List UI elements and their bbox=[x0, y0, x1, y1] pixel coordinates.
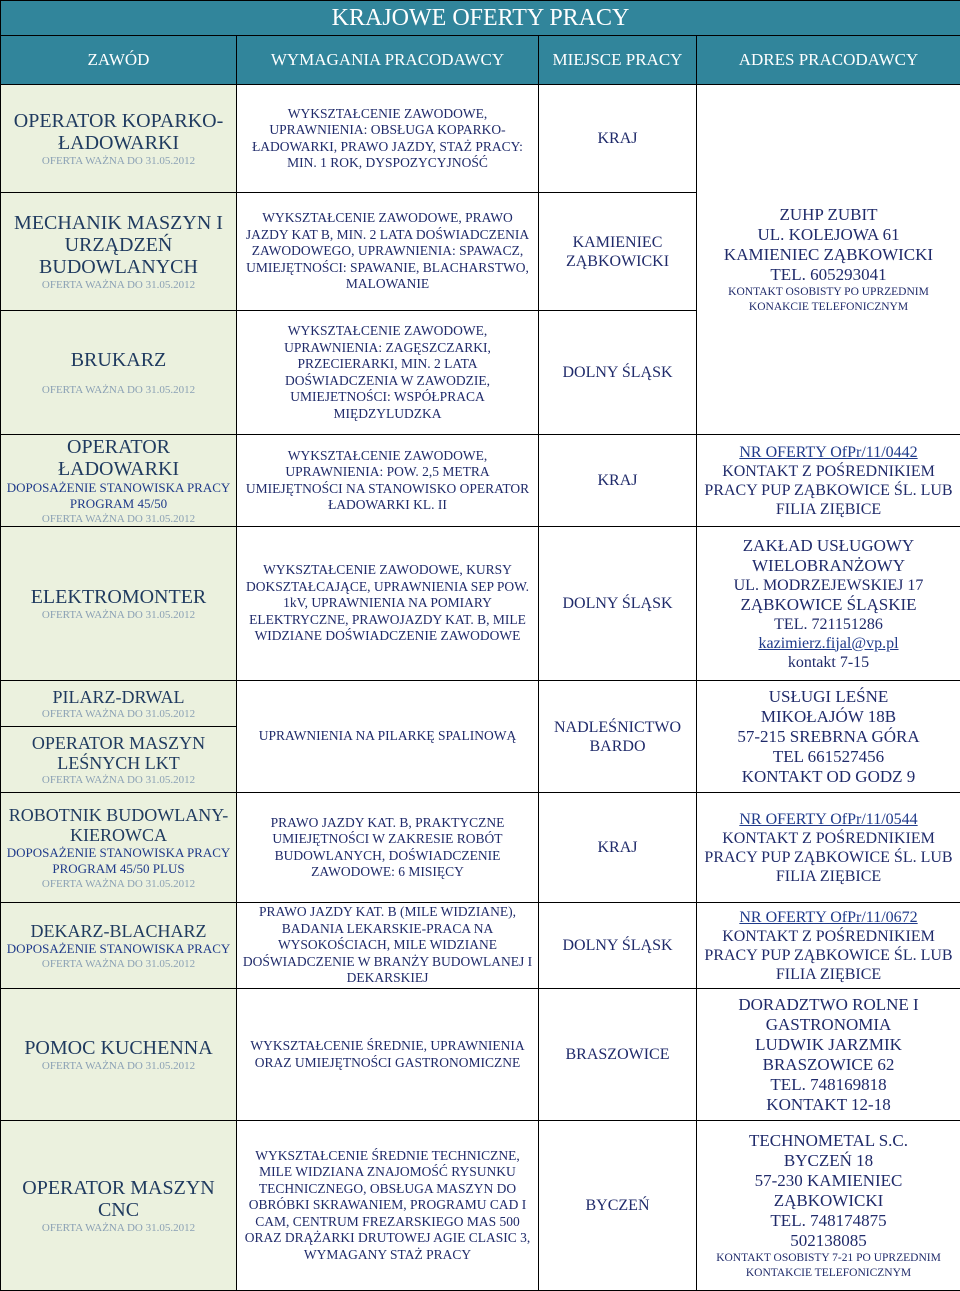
table-row bbox=[1, 1121, 960, 1291]
job-title: ROBOTNIK BUDOWLANY-KIEROWCA bbox=[4, 805, 233, 845]
contact-note: KONTAKT OSOBISTY 7-21 PO UPRZEDNIM KONTAKCIE TELEFONICZNYM bbox=[700, 1251, 957, 1281]
job-cell bbox=[1, 527, 237, 681]
requirements-cell: PRAWO JAZDY KAT. B, PRAKTYCZNE UMIEJĘTNOŚCI W ZAKRESIE ROBÓT BUDOWLANYCH, DOŚWIADCZENIE ZAWODOWE: 6 MISIĘCY bbox=[237, 793, 539, 903]
validity-note: OFERTA WAŻNA DO 31.05.2012 bbox=[4, 773, 233, 787]
contact-hours: KONTAKT 12-18 bbox=[700, 1095, 957, 1115]
validity-note: OFERTA WAŻNA DO 31.05.2012 bbox=[4, 957, 233, 971]
job-cell bbox=[1, 989, 237, 1121]
employer-name: TECHNOMETAL S.C. bbox=[700, 1131, 957, 1151]
address-cell bbox=[697, 989, 960, 1121]
job-title: OPERATOR MASZYN CNC bbox=[4, 1177, 233, 1221]
job-title: MECHANIK MASZYN I URZĄDZEŃ BUDOWLANYCH bbox=[4, 212, 233, 278]
employer-street: UL. KOLEJOWA 61 bbox=[700, 225, 957, 245]
location-cell: KRAJ bbox=[539, 793, 697, 903]
header-zawod: ZAWÓD bbox=[1, 36, 237, 85]
job-title: ELEKTROMONTER bbox=[4, 586, 233, 608]
program-note: DOPOSAŻENIE STANOWISKA PRACY PROGRAM 45/50 bbox=[4, 480, 233, 512]
job-cell bbox=[1, 311, 237, 435]
validity-note: OFERTA WAŻNA DO 31.05.2012 bbox=[4, 608, 233, 622]
employer-city: ZĄBKOWICE ŚLĄSKIE bbox=[700, 595, 957, 615]
location-cell: DOLNY ŚLĄSK bbox=[539, 311, 697, 435]
employer-name: ZAKŁAD USŁUGOWY WIELOBRANŻOWY bbox=[700, 536, 957, 576]
validity-note: OFERTA WAŻNA DO 31.05.2012 bbox=[4, 1059, 233, 1073]
job-cell bbox=[1, 435, 237, 527]
contact-hours: kontakt 7-15 bbox=[700, 653, 957, 672]
validity-note: OFERTA WAŻNA DO 31.05.2012 bbox=[4, 154, 233, 168]
job-cell bbox=[1, 793, 237, 903]
table-row bbox=[1, 435, 960, 527]
validity-note: OFERTA WAŻNA DO 31.05.2012 bbox=[4, 877, 233, 891]
requirements-cell: PRAWO JAZDY KAT. B (MILE WIDZIANE), BADANIA LEKARSKIE-PRACA NA WYSOKOŚCIACH, MILE WIDZIANE DOŚWIADCZENIE W BRANŻY BUDOWLANEJ I DEKARSKIEJ bbox=[237, 903, 539, 989]
job-cell bbox=[1, 1121, 237, 1291]
job-cell bbox=[1, 193, 237, 311]
location-cell: BYCZEŃ bbox=[539, 1121, 697, 1291]
employer-name: DORADZTWO ROLNE I GASTRONOMIA bbox=[700, 995, 957, 1035]
validity-note: OFERTA WAŻNA DO 31.05.2012 bbox=[4, 707, 233, 721]
employer-email[interactable]: kazimierz.fijal@vp.pl bbox=[700, 634, 957, 653]
requirements-cell: WYKSZTAŁCENIE ZAWODOWE, KURSY DOKSZTAŁCAJĄCE, UPRAWNIENIA SEP POW. 1kV, UPRAWNIENIA NA POMIARY ELEKTRYCZNE, PRAWOJAZDY KAT. B, MILE WIDZIANE DOŚWIADCZENIE ZAWODOWE bbox=[237, 527, 539, 681]
location-cell: DOLNY ŚLĄSK bbox=[539, 527, 697, 681]
job-title: PILARZ-DRWAL bbox=[4, 687, 233, 707]
requirements-cell: UPRAWNIENIA NA PILARKĘ SPALINOWĄ bbox=[237, 681, 539, 793]
contact-hours: KONTAKT OD GODZ 9 bbox=[700, 767, 957, 787]
job-title: POMOC KUCHENNA bbox=[4, 1037, 233, 1059]
requirements-cell: WYKSZTAŁCENIE ZAWODOWE, PRAWO JAZDY KAT B, MIN. 2 LATA DOŚWIADCZENIA ZAWODOWEGO, UPRAWNIENIA: SPAWACZ, UMIEJĘTNOŚCI: SPAWANIE, BLACHARSTWO, MALOWANIE bbox=[237, 193, 539, 311]
employer-street: BYCZEŃ 18 bbox=[700, 1151, 957, 1171]
employer-phone: TEL. 605293041 bbox=[700, 265, 957, 285]
employer-name: ZUHP ZUBIT bbox=[700, 205, 957, 225]
job-cell bbox=[1, 903, 237, 989]
location-cell: BRASZOWICE bbox=[539, 989, 697, 1121]
employer-street: BRASZOWICE 62 bbox=[700, 1055, 957, 1075]
address-cell bbox=[697, 435, 960, 527]
employer-phone: TEL. 721151286 bbox=[700, 615, 957, 634]
address-cell bbox=[697, 1121, 960, 1291]
address-cell bbox=[697, 85, 960, 435]
employer-street: MIKOŁAJÓW 18B bbox=[700, 707, 957, 727]
employer-street: UL. MODRZEJEWSKIEJ 17 bbox=[700, 576, 957, 595]
location-cell: KRAJ bbox=[539, 435, 697, 527]
employer-phone: TEL 661527456 bbox=[700, 747, 957, 767]
location-cell: KRAJ bbox=[539, 85, 697, 193]
program-note: DOPOSAŻENIE STANOWISKA PRACY PROGRAM 45/50 PLUS bbox=[4, 845, 233, 877]
header-wymagania: WYMAGANIA PRACODAWCY bbox=[237, 36, 539, 85]
job-title: DEKARZ-BLACHARZ bbox=[4, 921, 233, 941]
employer-phone-2: 502138085 bbox=[700, 1231, 957, 1251]
requirements-cell: WYKSZTAŁCENIE ZAWODOWE, UPRAWNIENIA: ZAGĘSZCZARKI, PRZECIERARKI, MIN. 2 LATA DOŚWIADCZENIA W ZAWODZIE, UMIEJETNOŚCI: WSPÓŁPRACA MIĘDZYLUDZKA bbox=[237, 311, 539, 435]
employer-owner: LUDWIK JARZMIK bbox=[700, 1035, 957, 1055]
job-title: OPERATOR MASZYN LEŚNYCH LKT bbox=[4, 733, 233, 773]
header-miejsce: MIEJSCE PRACY bbox=[539, 36, 697, 85]
contact-note: KONTAKT OSOBISTY PO UPRZEDNIM KONAKCIE TELEFONICZNYM bbox=[700, 285, 957, 315]
requirements-cell: WYKSZTAŁCENIE ZAWODOWE, UPRAWNIENIA: OBSŁUGA KOPARKO-ŁADOWARKI, PRAWO JAZDY, STAŻ PRACY: MIN. 1 ROK, DYSPOZYCYJNOŚĆ bbox=[237, 85, 539, 193]
address-cell bbox=[697, 681, 960, 793]
address-cell bbox=[697, 903, 960, 989]
validity-note: OFERTA WAŻNA DO 31.05.2012 bbox=[4, 1221, 233, 1235]
table-row bbox=[1, 85, 960, 193]
table-row bbox=[1, 903, 960, 989]
table-row bbox=[1, 989, 960, 1121]
header-row bbox=[1, 36, 960, 85]
offer-number: NR OFERTY OfPr/11/0672 bbox=[700, 908, 957, 927]
employer-phone: TEL. 748174875 bbox=[700, 1211, 957, 1231]
contact-note: KONTAKT Z POŚREDNIKIEM PRACY PUP ZĄBKOWICE ŚL. LUB FILIA ZIĘBICE bbox=[700, 927, 957, 984]
offer-number: NR OFERTY OfPr/11/0442 bbox=[700, 443, 957, 462]
table-row bbox=[1, 681, 960, 727]
program-note: DOPOSAŻENIE STANOWISKA PRACY bbox=[4, 941, 233, 957]
location-cell: KAMIENIEC ZĄBKOWICKI bbox=[539, 193, 697, 311]
job-cell bbox=[1, 727, 237, 793]
validity-note: OFERTA WAŻNA DO 31.05.2012 bbox=[4, 278, 233, 292]
job-cell bbox=[1, 85, 237, 193]
employer-city: KAMIENIEC ZĄBKOWICKI bbox=[700, 245, 957, 265]
header-adres: ADRES PRACODAWCY bbox=[697, 36, 960, 85]
table-row bbox=[1, 527, 960, 681]
employer-city: 57-215 SREBRNA GÓRA bbox=[700, 727, 957, 747]
validity-note: OFERTA WAŻNA DO 31.05.2012 bbox=[4, 512, 233, 526]
location-cell: DOLNY ŚLĄSK bbox=[539, 903, 697, 989]
offer-number: NR OFERTY OfPr/11/0544 bbox=[700, 810, 957, 829]
employer-name: USŁUGI LEŚNE bbox=[700, 687, 957, 707]
job-title: BRUKARZ bbox=[4, 349, 233, 371]
contact-note: KONTAKT Z POŚREDNIKIEM PRACY PUP ZĄBKOWICE ŚL. LUB FILIA ZIĘBICE bbox=[700, 829, 957, 886]
employer-phone: TEL. 748169818 bbox=[700, 1075, 957, 1095]
job-title: OPERATOR ŁADOWARKI bbox=[4, 436, 233, 480]
requirements-cell: WYKSZTAŁCENIE ŚREDNIE TECHNICZNE, MILE WIDZIANA ZNAJOMOŚĆ RYSUNKU TECHNICZNEGO, OBSŁUGA MASZYN DO OBRÓBKI SKRAWANIEM, PROGRAMU CAD I CAM, CENTRUM FREZARSKIEGO MAS 500 ORAZ DRĄŻARKI DRUTOWEJ AGIE CLASIC 3, WYMAGANY STAŻ PRACY bbox=[237, 1121, 539, 1291]
requirements-cell: WYKSZTAŁCENIE ZAWODOWE, UPRAWNIENIA: POW. 2,5 METRA UMIEJĘTNOŚCI NA STANOWISKO OPERATOR ŁADOWARKI KL. II bbox=[237, 435, 539, 527]
address-cell bbox=[697, 527, 960, 681]
requirements-cell: WYKSZTAŁCENIE ŚREDNIE, UPRAWNIENIA ORAZ UMIEJĘTNOŚCI GASTRONOMICZNE bbox=[237, 989, 539, 1121]
validity-note: OFERTA WAŻNA DO 31.05.2012 bbox=[4, 383, 233, 397]
job-title: OPERATOR KOPARKO-ŁADOWARKI bbox=[4, 110, 233, 154]
job-cell bbox=[1, 681, 237, 727]
address-cell bbox=[697, 793, 960, 903]
employer-city: 57-230 KAMIENIEC ZĄBKOWICKI bbox=[700, 1171, 957, 1211]
table-row bbox=[1, 793, 960, 903]
page-title: KRAJOWE OFERTY PRACY bbox=[1, 1, 960, 36]
contact-note: KONTAKT Z POŚREDNIKIEM PRACY PUP ZĄBKOWICE ŚL. LUB FILIA ZIĘBICE bbox=[700, 462, 957, 519]
title-row bbox=[1, 1, 960, 36]
location-cell: NADLEŚNICTWO BARDO bbox=[539, 681, 697, 793]
